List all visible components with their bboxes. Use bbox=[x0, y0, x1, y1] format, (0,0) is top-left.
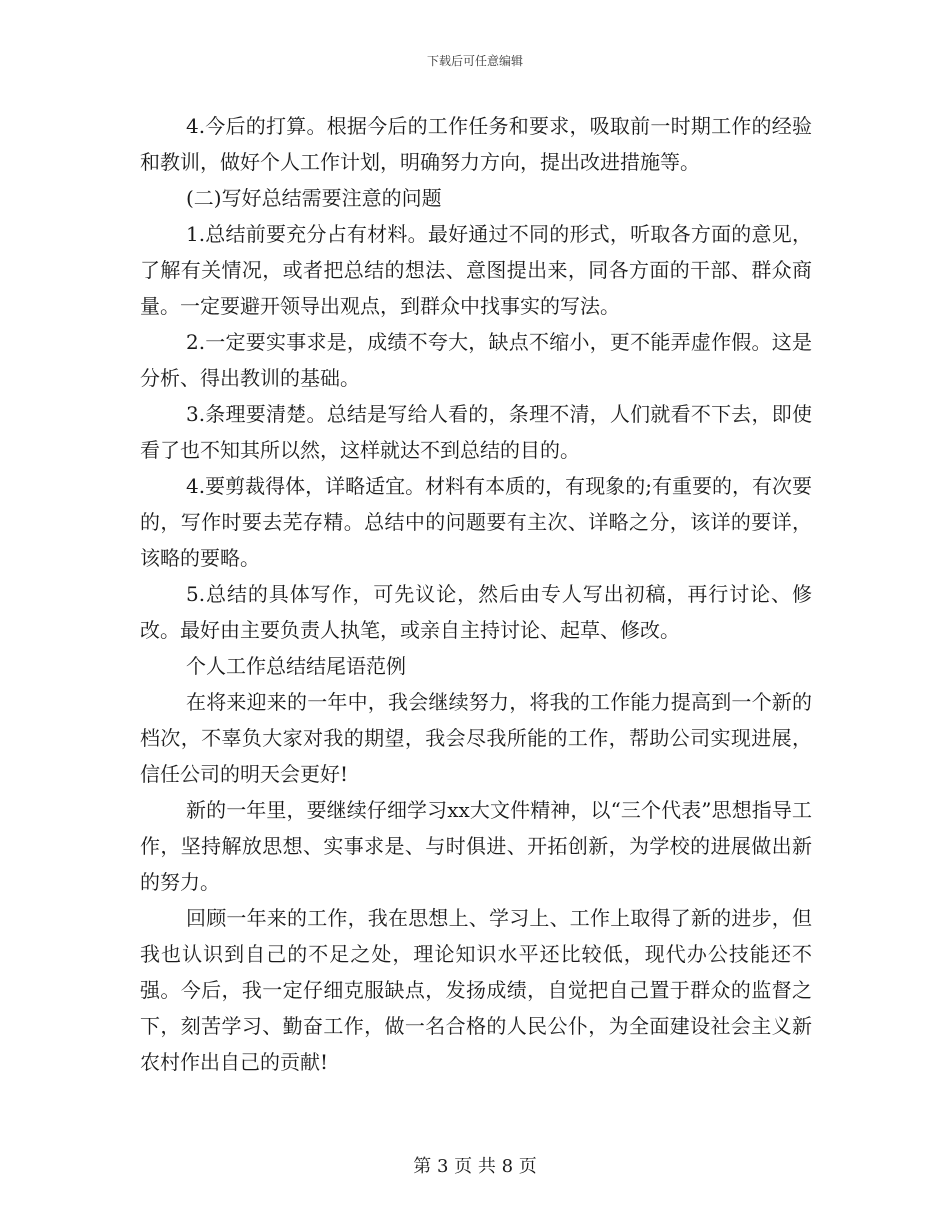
section-heading-notes: (二)写好总结需要注意的问题 bbox=[186, 186, 442, 210]
paragraph-clarity: 3.条理要清楚。总结是写给人看的，条理不清，人们就看不下去，即使看了也不知其所以然，这样就达不到总结的目的。 bbox=[140, 402, 812, 462]
document-body bbox=[140, 108, 812, 1080]
paragraph-editing: 4.要剪裁得体，详略适宜。材料有本质的，有现象的;有重要的，有次要的，写作时要去芜存精。总结中的问题要有主次、详略之分，该详的要详，该略的要略。 bbox=[140, 474, 812, 570]
paragraph-ending-3: 回顾一年来的工作，我在思想上、学习上、工作上取得了新的进步，但我也认识到自己的不足之处，理论知识水平还比较低，现代办公技能还不强。今后，我一定仔细克服缺点，发扬成绩，自觉把自己置于群众的监督之下，刻苦学习、勤奋工作，做一名合格的人民公仆，为全面建设社会主义新农村作出自己的贡献! bbox=[140, 906, 812, 1074]
page-number: 第 3 页 共 8 页 bbox=[413, 1156, 537, 1177]
paragraph-materials: 1.总结前要充分占有材料。最好通过不同的形式，听取各方面的意见，了解有关情况，或者把总结的想法、意图提出来，同各方面的干部、群众商量。一定要避开领导出观点，到群众中找事实的写法。 bbox=[140, 222, 812, 318]
paragraph-ending-2: 新的一年里，要继续仔细学习xx大文件精神，以“三个代表”思想指导工作，坚持解放思想、实事求是、与时俱进、开拓创新，为学校的进展做出新的努力。 bbox=[140, 798, 812, 894]
paragraph-truth: 2.一定要实事求是，成绩不夸大，缺点不缩小，更不能弄虚作假。这是分析、得出教训的基础。 bbox=[140, 330, 812, 390]
section-heading-endings: 个人工作总结结尾语范例 bbox=[186, 654, 406, 678]
paragraph-writing: 5.总结的具体写作，可先议论，然后由专人写出初稿，再行讨论、修改。最好由主要负责人执笔，或亲自主持讨论、起草、修改。 bbox=[140, 582, 812, 642]
page-header-note: 下载后可任意编辑 bbox=[426, 54, 523, 68]
paragraph-ending-1: 在将来迎来的一年中，我会继续努力，将我的工作能力提高到一个新的档次，不辜负大家对我的期望，我会尽我所能的工作，帮助公司实现进展，信任公司的明天会更好! bbox=[140, 690, 812, 786]
paragraph-plan: 4.今后的打算。根据今后的工作任务和要求，吸取前一时期工作的经验和教训，做好个人工作计划，明确努力方向，提出改进措施等。 bbox=[140, 114, 812, 174]
